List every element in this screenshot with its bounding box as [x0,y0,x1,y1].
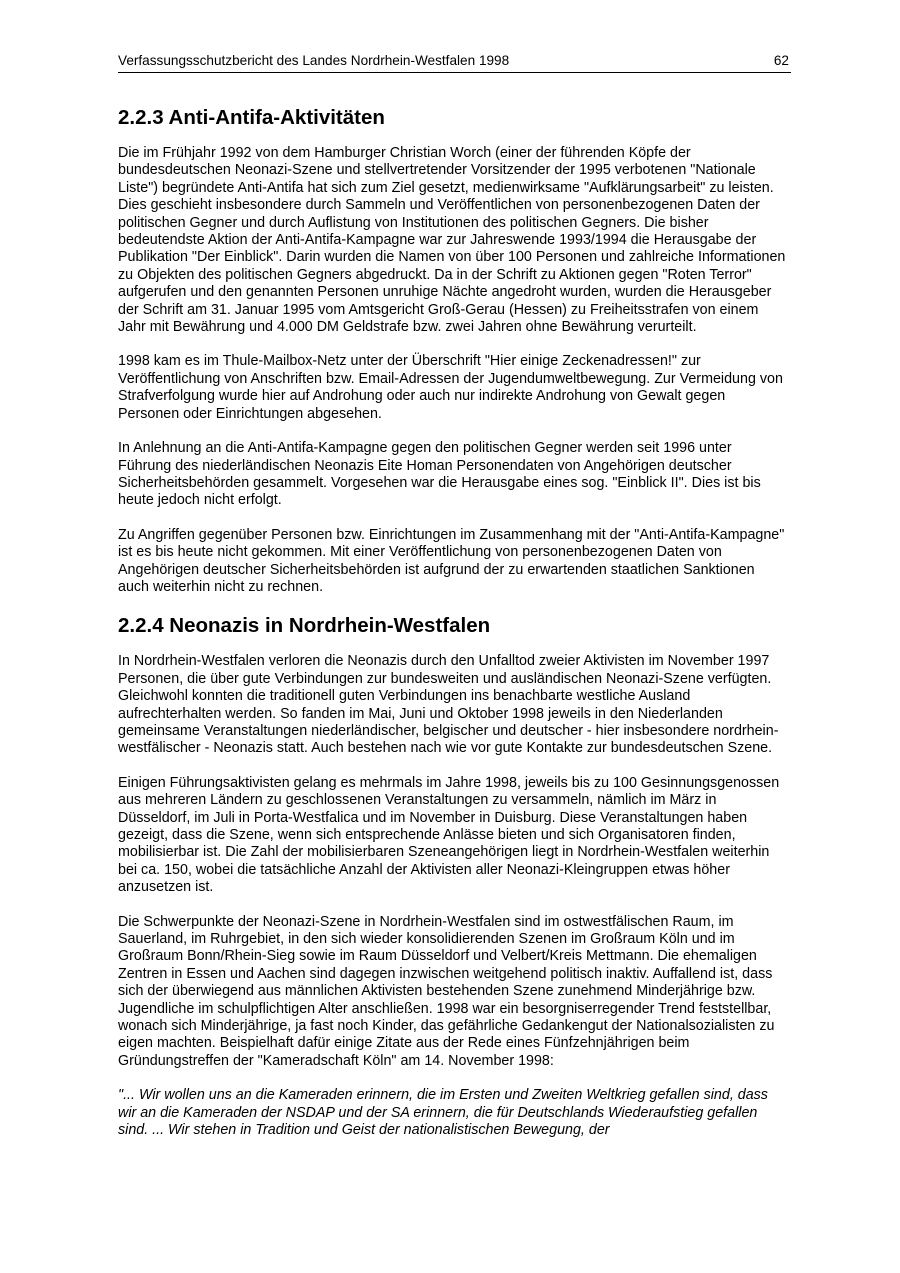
page-number: 62 [773,53,789,68]
section-heading: 2.2.4 Neonazis in Nordrhein-Westfalen [118,614,491,638]
paragraph: 1998 kam es im Thule-Mailbox-Netz unter der Überschrift "Hier einige Zeckenadressen!" zur Veröffentlichung von Anschriften bzw. Email-Adressen der Jugendumweltbewegung. Zur Vermeidung von Strafverfolgung wurde hier auf Androhung oder auch nur indirekte Androhung von Gewalt gegen Personen oder Einrichtungen abgesehen. [118,353,783,422]
page-header [118,52,791,73]
paragraph: In Nordrhein-Westfalen verloren die Neonazis durch den Unfalltod zweier Aktivisten im November 1997 Personen, die über gute Verbindungen zur bundesweiten und ausländischen Neonazi-Szene verfügten. Gleichwohl konnten die traditionell guten Verbindungen ins benachbarte westliche Ausland aufrechterhalten werden. So fanden im Mai, Juni und Oktober 1998 jeweils in den Niederlanden gemeinsame Veranstaltungen niederländischer, belgischer und deutscher - hier insbesondere nordrhein-westfälischer - Neonazis statt. Auch bestehen nach wie vor gute Kontakte zur bundesdeutschen Szene. [118,653,779,757]
paragraph: Die Schwerpunkte der Neonazi-Szene in Nordrhein-Westfalen sind im ostwestfälischen Raum, im Sauerland, im Ruhrgebiet, in den sich wieder konsolidierenden Szenen im Großraum Köln und im Großraum Bonn/Rhein-Sieg sowie im Raum Düsseldorf und Velbert/Kreis Mettmann. Die ehemaligen Zentren in Essen und Aachen sind dagegen inzwischen weitgehend politisch inaktiv. Auffallend ist, dass sich der überwiegend aus männlichen Aktivisten bestehenden Szene zunehmend Minderjährige bzw. Jugendliche im schulpflichtigen Alter anschließen. 1998 war ein besorgniserregender Trend feststellbar, wonach sich Minderjährige, ja fast noch Kinder, das gefährliche Gedankengut der Nationalsozialisten zu eigen machten. Beispielhaft dafür einige Zitate aus der Rede eines Fünfzehnjährigen beim Gründungstreffen der "Kameradschaft Köln" am 14. November 1998: [118,913,775,1069]
paragraph: Einigen Führungsaktivisten gelang es mehrmals im Jahre 1998, jeweils bis zu 100 Gesinnungsgenossen aus mehreren Ländern zu geschlossenen Veranstaltungen zu versammeln, nämlich im März in Düsseldorf, im Juli in Porta-Westfalica und im November in Duisburg. Diese Veranstaltungen haben gezeigt, dass die Szene, wenn sich entsprechende Anlässe bieten und sich Organisatoren finden, mobilisierbar ist. Die Zahl der mobilisierbaren Szeneangehörigen liegt in Nordrhein-Westfalen weiterhin bei ca. 150, wobei die tatsächliche Anzahl der Aktivisten aller Neonazi-Kleingruppen etwas höher anzusetzen ist. [118,774,780,896]
section-anti-antifa [118,105,786,596]
document-body [118,105,786,1140]
section-heading: 2.2.3 Anti-Antifa-Aktivitäten [118,106,385,129]
paragraph: Die im Frühjahr 1992 von dem Hamburger Christian Worch (einer der führenden Köpfe der bundesdeutschen Neonazi-Szene und stellvertretender Vorsitzender der 1995 verbotenen "Nationale Liste") begründete Anti-Antifa hat sich zum Ziel gesetzt, medienwirksame "Aufklärungsarbeit" zu leisten. Dies geschieht insbesondere durch Sammeln und Veröffentlichen von personenbezogenen Daten der politischen Gegner und durch Auflistung von Institutionen des politischen Gegners. Die bisher bedeutendste Aktion der Anti-Antifa-Kampagne war zur Jahreswende 1993/1994 die Herausgabe der Publikation "Der Einblick". Darin wurden die Namen von über 100 Personen und zahlreiche Informationen zu Objekten des politischen Gegners abgedruckt. Da in der Schrift zu Aktionen gegen "Roten Terror" aufgerufen und den genannten Personen unruhige Nächte angedroht wurden, wurden die Herausgeber der Schrift am 31. Januar 1995 vom Amtsgericht Groß-Gerau (Hessen) zu Freiheitsstrafen von einem Jahr mit Bewährung und 4.000 DM Geldstrafe bzw. zwei Jahren ohne Bewährung verurteilt. [118,145,786,336]
running-title: Verfassungsschutzbericht des Landes Nordrhein-Westfalen 1998 [118,53,510,68]
paragraph: In Anlehnung an die Anti-Antifa-Kampagne gegen den politischen Gegner werden seit 1996 unter Führung des niederländischen Neonazis Eite Homan Personendaten von Angehörigen deutscher Sicherheitsbehörden gesammelt. Vorgesehen war die Herausgabe eines sog. "Einblick II". Dies ist bis heute jedoch nicht erfolgt. [118,440,761,509]
paragraph: Zu Angriffen gegenüber Personen bzw. Einrichtungen im Zusammenhang mit der "Anti-Antifa-Kampagne" ist es bis heute nicht gekommen. Mit einer Veröffentlichung von personenbezogenen Daten von Angehörigen deutscher Sicherheitsbehörden ist aufgrund der zu erwartenden staatlichen Sanktionen auch weiterhin nicht zu rechnen. [118,526,785,595]
section-neonazis-nrw [118,613,786,1139]
quotation: "... Wir wollen uns an die Kameraden erinnern, die im Ersten und Zweiten Weltkrieg gefallen sind, dass wir an die Kameraden der NSDAP und der SA erinnern, die für Deutschlands Wiederaufstieg gefallen sind. ... Wir stehen in Tradition und Geist der nationalistischen Bewegung, der [118,1087,768,1139]
